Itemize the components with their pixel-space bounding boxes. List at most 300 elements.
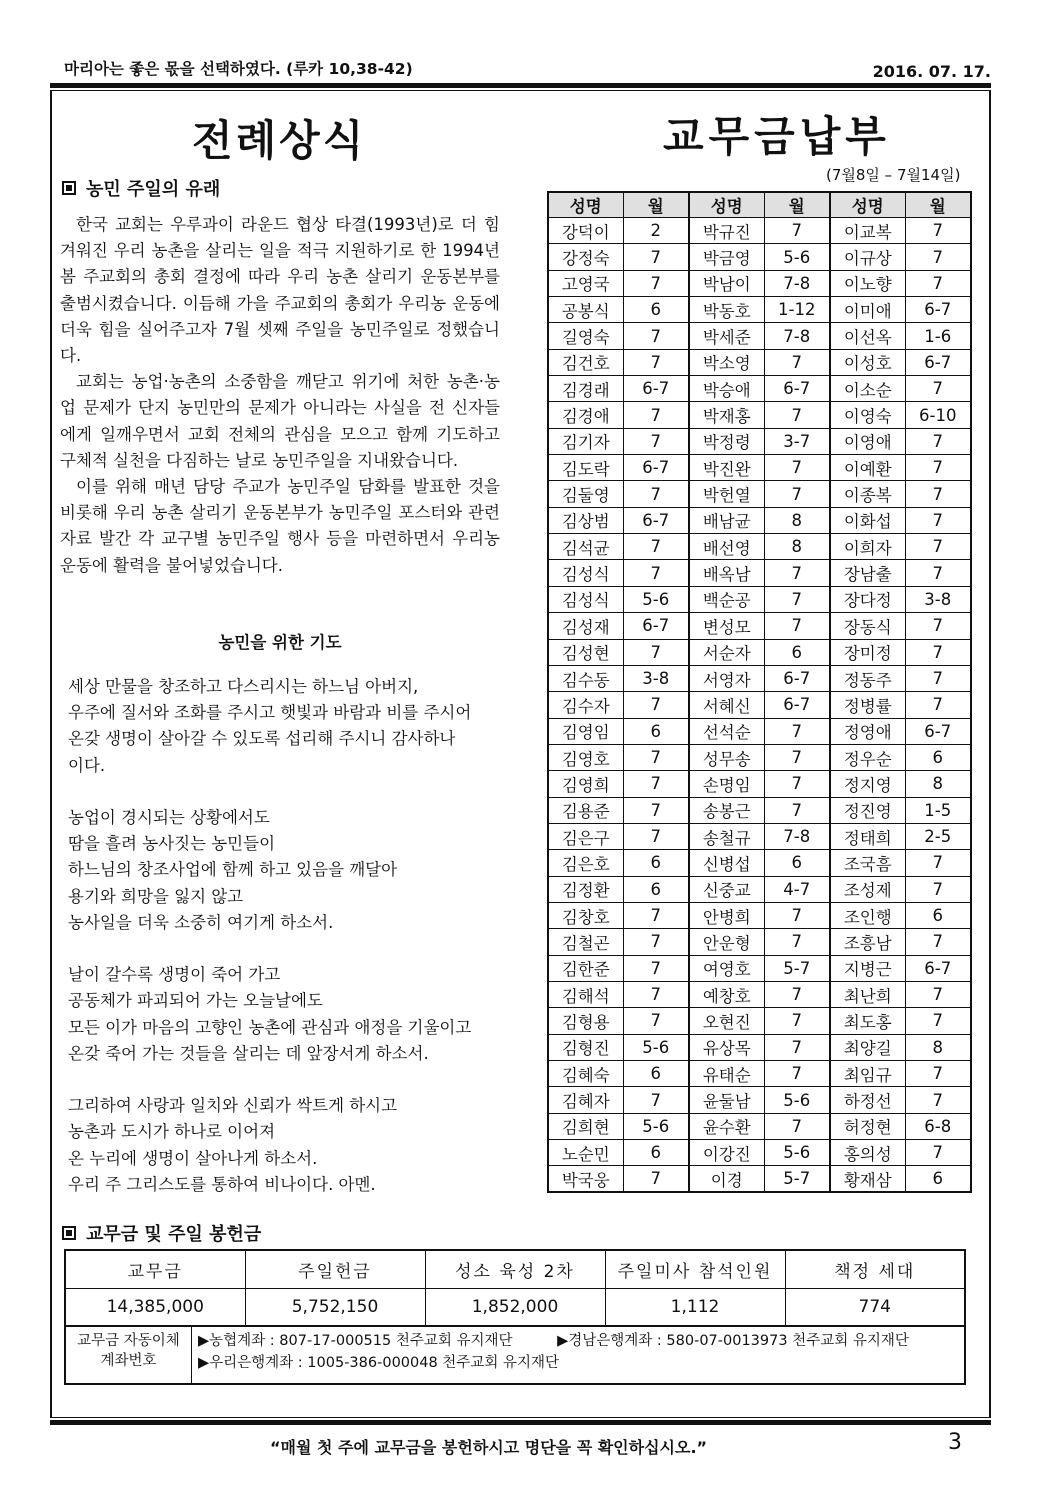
paid-month: 7 (764, 455, 830, 481)
paid-month: 5-7 (764, 955, 830, 981)
paid-month: 7 (905, 270, 971, 296)
table-row (548, 744, 971, 770)
account-kyongnam: ▶경남은행계좌 : 580-07-0013973 천주교회 유지재단 (557, 1333, 909, 1349)
member-name: 최임규 (830, 1061, 905, 1087)
member-name: 김건호 (548, 349, 623, 375)
paid-month: 6-8 (905, 1113, 971, 1139)
member-name: 이성호 (830, 349, 905, 375)
table-row (548, 244, 971, 270)
member-name: 신병섭 (689, 850, 764, 876)
prayer-line: 세상 만물을 창조하고 다스리시는 하느님 아버지, (68, 677, 419, 696)
paid-month: 1-12 (764, 297, 830, 323)
paid-month: 6-7 (905, 955, 971, 981)
paid-month: 7 (623, 428, 689, 454)
paid-month: 7 (623, 981, 689, 1007)
member-name: 김영희 (548, 771, 623, 797)
table-row (548, 613, 971, 639)
paid-month: 7 (905, 1008, 971, 1034)
paid-month: 7 (764, 771, 830, 797)
member-name: 김철곤 (548, 929, 623, 955)
paid-month: 7 (905, 1140, 971, 1166)
member-name: 정동주 (830, 665, 905, 691)
paid-month: 6 (905, 744, 971, 770)
paid-month: 2-5 (905, 823, 971, 849)
member-name: 이경 (689, 1166, 764, 1192)
dues-period: (7월8일 – 7월14일) (826, 166, 961, 184)
member-name: 박진완 (689, 455, 764, 481)
paid-month: 7 (905, 481, 971, 507)
paid-month: 7 (623, 323, 689, 349)
member-name: 김정환 (548, 876, 623, 902)
offering-value: 5,752,150 (245, 1288, 425, 1326)
paid-month: 7-8 (764, 323, 830, 349)
member-name: 김도락 (548, 455, 623, 481)
article-heading (62, 175, 220, 201)
paid-month: 7 (623, 270, 689, 296)
paid-month: 7 (764, 560, 830, 586)
offering-heading-text: 교무금 및 주일 봉헌금 (86, 1224, 262, 1245)
offering-header: 성소 육성 2차 (425, 1250, 605, 1288)
paid-month: 7 (905, 244, 971, 270)
member-name: 김성재 (548, 613, 623, 639)
paid-month: 6 (764, 639, 830, 665)
table-row (548, 376, 971, 402)
prayer-line: 온갖 생명이 살아갈 수 있도록 섭리해 주시니 감사하나 (68, 729, 456, 749)
prayer-stanza (68, 674, 508, 779)
offering-value-row (65, 1288, 965, 1326)
offering-header-row (65, 1250, 965, 1288)
paid-month: 6-7 (623, 455, 689, 481)
paid-month: 6-7 (905, 718, 971, 744)
account-nonghyup: ▶농협계좌 : 807-17-000515 천주교회 유지재단 (198, 1333, 513, 1349)
prayer-stanza (68, 805, 508, 936)
paid-month: 7 (764, 718, 830, 744)
member-name: 이희자 (830, 534, 905, 560)
paid-month: 7 (905, 692, 971, 718)
table-row (548, 1113, 971, 1139)
member-name: 정영애 (830, 718, 905, 744)
table-row (548, 349, 971, 375)
member-name: 조인행 (830, 902, 905, 928)
member-name: 이미애 (830, 297, 905, 323)
member-name: 최도홍 (830, 1008, 905, 1034)
article-paragraph: 교회는 농업·농촌의 소중함을 깨닫고 위기에 처한 농촌·농업 문제가 단지 농민만의 문제가 아니라는 사실을 전 신자들에게 일깨우면서 교회 전체의 관심을 모으고 함께 기도하고 구체적 실천을 다짐하는 날로 농민주일을 지내왔습니다. (60, 372, 500, 470)
member-name: 허정현 (830, 1113, 905, 1139)
paid-month: 6 (905, 1166, 971, 1192)
liturgy-title: 전례상식 (192, 116, 367, 165)
paid-month: 7 (905, 218, 971, 244)
member-name: 안병희 (689, 902, 764, 928)
member-name: 변성모 (689, 613, 764, 639)
prayer-line: 공동체가 파괴되어 가는 오늘날에도 (68, 991, 323, 1011)
paid-month: 3-8 (905, 586, 971, 612)
paid-month: 5-7 (764, 1166, 830, 1192)
account-woori: ▶우리은행계좌 : 1005-386-000048 천주교회 유지재단 (198, 1355, 559, 1371)
paid-month: 7 (764, 797, 830, 823)
member-name: 강정숙 (548, 244, 623, 270)
prayer-line: 하느님의 창조사업에 함께 하고 있음을 깨달아 (68, 860, 398, 880)
member-name: 최양길 (830, 1034, 905, 1060)
member-name: 김영임 (548, 718, 623, 744)
paid-month: 7 (623, 902, 689, 928)
paid-month: 8 (764, 534, 830, 560)
paid-month: 5-6 (623, 586, 689, 612)
table-row (548, 929, 971, 955)
table-row (548, 902, 971, 928)
paid-month: 7 (623, 349, 689, 375)
member-name: 김경래 (548, 376, 623, 402)
member-name: 윤수환 (689, 1113, 764, 1139)
member-name: 배옥남 (689, 560, 764, 586)
prayer-line: 땀을 흘려 농사짓는 농민들이 (68, 834, 276, 854)
member-name: 박재홍 (689, 402, 764, 428)
member-name: 정지영 (830, 771, 905, 797)
member-name: 이선옥 (830, 323, 905, 349)
member-name: 장미정 (830, 639, 905, 665)
member-name: 배선영 (689, 534, 764, 560)
paid-month: 8 (905, 1034, 971, 1060)
paid-month: 7 (764, 744, 830, 770)
member-name: 고영국 (548, 270, 623, 296)
paid-month: 7 (905, 455, 971, 481)
member-name: 조국흠 (830, 850, 905, 876)
member-name: 박정령 (689, 428, 764, 454)
page-number: 3 (948, 1430, 962, 1455)
member-name: 이소순 (830, 376, 905, 402)
paid-month: 7 (623, 1166, 689, 1192)
prayer-line: 날이 갈수록 생명이 죽어 가고 (68, 965, 281, 985)
member-name: 김한준 (548, 955, 623, 981)
table-row (548, 1008, 971, 1034)
paid-month: 5-6 (623, 1113, 689, 1139)
paid-month: 6 (623, 297, 689, 323)
table-row (548, 1034, 971, 1060)
table-row (548, 955, 971, 981)
member-name: 예창호 (689, 981, 764, 1007)
member-name: 김경애 (548, 402, 623, 428)
paid-month: 7 (905, 560, 971, 586)
member-name: 박국웅 (548, 1166, 623, 1192)
prayer-line: 용기와 희망을 잃지 않고 (68, 886, 244, 906)
table-row (548, 270, 971, 296)
member-name: 오현진 (689, 1008, 764, 1034)
dues-roster-table (547, 191, 972, 1193)
article-heading-text: 농민 주일의 유래 (86, 179, 221, 200)
member-name: 김형진 (548, 1034, 623, 1060)
paid-month: 6-7 (623, 376, 689, 402)
member-name: 김상범 (548, 507, 623, 533)
account-info (64, 1325, 966, 1385)
member-name: 손명임 (689, 771, 764, 797)
paid-month: 7 (623, 244, 689, 270)
prayer-title: 농민을 위한 기도 (218, 633, 342, 652)
member-name: 김둘영 (548, 481, 623, 507)
paid-month: 7-8 (764, 823, 830, 849)
member-name: 백순공 (689, 586, 764, 612)
paid-month: 7 (905, 929, 971, 955)
paid-month: 1-6 (905, 323, 971, 349)
member-name: 김창호 (548, 902, 623, 928)
prayer-line: 농촌과 도시가 하나로 이어져 (68, 1122, 276, 1142)
table-row (548, 402, 971, 428)
prayer-line: 그리하여 사랑과 일치와 신뢰가 싹트게 하시고 (68, 1096, 398, 1116)
paid-month: 7 (764, 613, 830, 639)
paid-month: 7 (764, 402, 830, 428)
article-body (60, 212, 500, 579)
paid-month: 7-8 (764, 270, 830, 296)
paid-month: 6 (623, 850, 689, 876)
member-name: 정태희 (830, 823, 905, 849)
paid-month: 7 (905, 428, 971, 454)
table-row (548, 692, 971, 718)
member-name: 홍의성 (830, 1140, 905, 1166)
table-row (548, 297, 971, 323)
paid-month: 6 (623, 876, 689, 902)
table-row (548, 481, 971, 507)
member-name: 최난희 (830, 981, 905, 1007)
account-label-line: 교무금 자동이체 (77, 1333, 180, 1349)
paid-month: 1-5 (905, 797, 971, 823)
member-name: 길영숙 (548, 323, 623, 349)
prayer-line: 이다. (68, 755, 106, 775)
offering-value: 14,385,000 (65, 1288, 245, 1326)
table-row (548, 981, 971, 1007)
member-name: 선석순 (689, 718, 764, 744)
paid-month: 7 (623, 639, 689, 665)
paid-month: 6-7 (623, 613, 689, 639)
offering-value: 1,852,000 (425, 1288, 605, 1326)
prayer-line: 농사일을 더욱 소중히 여기게 하소서. (68, 912, 334, 932)
table-row (548, 560, 971, 586)
member-name: 이규상 (830, 244, 905, 270)
member-name: 박동호 (689, 297, 764, 323)
member-name: 박소영 (689, 349, 764, 375)
member-name: 이영애 (830, 428, 905, 454)
paid-month: 7 (623, 797, 689, 823)
paid-month: 7 (764, 349, 830, 375)
member-name: 박남이 (689, 270, 764, 296)
table-row (548, 428, 971, 454)
member-name: 정진영 (830, 797, 905, 823)
member-name: 김수동 (548, 665, 623, 691)
prayer-body (68, 674, 508, 1224)
table-row (548, 1061, 971, 1087)
paid-month: 7 (905, 665, 971, 691)
col-month: 월 (623, 192, 689, 218)
member-name: 김용준 (548, 797, 623, 823)
member-name: 김성식 (548, 586, 623, 612)
paid-month: 6-7 (905, 297, 971, 323)
paid-month: 7 (623, 744, 689, 770)
paid-month: 6-7 (623, 507, 689, 533)
member-name: 김혜숙 (548, 1061, 623, 1087)
member-name: 노순민 (548, 1140, 623, 1166)
paid-month: 7 (905, 376, 971, 402)
member-name: 박세준 (689, 323, 764, 349)
paid-month: 7 (905, 534, 971, 560)
paid-month: 7 (905, 507, 971, 533)
member-name: 서혜신 (689, 692, 764, 718)
member-name: 박규진 (689, 218, 764, 244)
table-row (548, 586, 971, 612)
member-name: 이화섭 (830, 507, 905, 533)
paid-month: 8 (764, 507, 830, 533)
table-row (548, 823, 971, 849)
paid-month: 7 (623, 560, 689, 586)
bottom-rule-thin (50, 1417, 991, 1418)
member-name: 정우순 (830, 744, 905, 770)
paid-month: 7 (905, 613, 971, 639)
member-name: 김기자 (548, 428, 623, 454)
paid-month: 7 (623, 823, 689, 849)
prayer-line: 온 누리에 생명이 살아나게 하소서. (68, 1148, 318, 1168)
offering-header: 주일미사 참석인원 (605, 1250, 785, 1288)
col-name: 성명 (548, 192, 623, 218)
member-name: 안운형 (689, 929, 764, 955)
member-name: 유태순 (689, 1061, 764, 1087)
prayer-line: 모든 이가 마음의 고향인 농촌에 관심과 애정을 기울이고 (68, 1017, 472, 1037)
paid-month: 7 (764, 1008, 830, 1034)
paid-month: 4-7 (764, 876, 830, 902)
paid-month: 7 (764, 481, 830, 507)
col-name: 성명 (830, 192, 905, 218)
member-name: 김해석 (548, 981, 623, 1007)
top-rule (50, 83, 991, 88)
roster-header-row (548, 192, 971, 218)
table-row (548, 507, 971, 533)
member-name: 황재삼 (830, 1166, 905, 1192)
member-name: 박헌열 (689, 481, 764, 507)
table-row (548, 323, 971, 349)
member-name: 박금영 (689, 244, 764, 270)
paid-month: 2 (623, 218, 689, 244)
prayer-line: 온갖 죽어 가는 것들을 살리는 데 앞장서게 하소서. (68, 1043, 429, 1063)
paid-month: 3-8 (623, 665, 689, 691)
paid-month: 7 (623, 481, 689, 507)
account-list (192, 1325, 949, 1383)
member-name: 공봉식 (548, 297, 623, 323)
member-name: 장남출 (830, 560, 905, 586)
article-paragraph: 한국 교회는 우루과이 라운드 협상 타결(1993년)로 더 힘겨워진 우리 농촌을 살리는 일을 적극 지원하기로 한 1994년 봄 주교회의 총회 결정에 따라 우리 농촌 살리기 운동본부를 출범시켰습니다. 이듬해 가을 주교회의 총회가 우리농 운동에 더욱 힘을 실어주고자 7월 셋째 주일을 농민주일로 정했습니다. (60, 215, 500, 366)
header-date: 2016. 07. 17. (872, 62, 991, 81)
prayer-line: 농업이 경시되는 상황에서도 (68, 808, 270, 827)
member-name: 이영숙 (830, 402, 905, 428)
offering-header: 책정 세대 (785, 1250, 965, 1288)
paid-month: 7 (764, 929, 830, 955)
paid-month: 6-7 (764, 665, 830, 691)
col-month: 월 (905, 192, 971, 218)
prayer-line: 우리 주 그리스도를 통하여 비나이다. 아멘. (68, 1174, 376, 1194)
prayer-stanza (68, 1093, 508, 1198)
col-name: 성명 (689, 192, 764, 218)
table-row (548, 850, 971, 876)
member-name: 이노향 (830, 270, 905, 296)
table-row (548, 1166, 971, 1192)
member-name: 서영자 (689, 665, 764, 691)
paid-month: 6-10 (905, 402, 971, 428)
table-row (548, 771, 971, 797)
article-paragraph: 이를 위해 매년 담당 주교가 농민주일 담화를 발표한 것을 비롯해 우리 농촌 살리기 운동본부가 농민주일 포스터와 관련 자료 발간 각 교구별 농민주일 행사 등을 마련하면서 우리농 운동에 활력을 불어넣었습니다. (60, 477, 500, 575)
paid-month: 6 (764, 850, 830, 876)
table-row (548, 218, 971, 244)
paid-month: 6 (623, 1061, 689, 1087)
member-name: 이교복 (830, 218, 905, 244)
account-label-line: 계좌번호 (100, 1353, 157, 1369)
member-name: 유상목 (689, 1034, 764, 1060)
member-name: 하정선 (830, 1087, 905, 1113)
footer-message: “매월 첫 주에 교무금을 봉헌하시고 명단을 꼭 확인하십시오.” (270, 1438, 708, 1457)
member-name: 성무송 (689, 744, 764, 770)
member-name: 신중교 (689, 876, 764, 902)
paid-month: 7 (905, 1061, 971, 1087)
paid-month: 6 (623, 718, 689, 744)
paid-month: 7 (623, 955, 689, 981)
member-name: 조흥남 (830, 929, 905, 955)
member-name: 송철규 (689, 823, 764, 849)
bottom-rule (50, 1420, 991, 1425)
table-row (548, 1087, 971, 1113)
member-name: 이강진 (689, 1140, 764, 1166)
member-name: 김형용 (548, 1008, 623, 1034)
paid-month: 7 (623, 534, 689, 560)
paid-month: 7 (764, 1034, 830, 1060)
paid-month: 6 (623, 1140, 689, 1166)
member-name: 김희현 (548, 1113, 623, 1139)
offering-header: 주일헌금 (245, 1250, 425, 1288)
table-row (548, 718, 971, 744)
member-name: 김성식 (548, 560, 623, 586)
paid-month: 7 (905, 850, 971, 876)
header-verse: 마리아는 좋은 몫을 선택하였다. (루카 10,38-42) (64, 60, 413, 78)
paid-month: 7 (764, 218, 830, 244)
paid-month: 6-7 (905, 349, 971, 375)
member-name: 정병률 (830, 692, 905, 718)
paid-month: 6 (905, 902, 971, 928)
member-name: 송봉근 (689, 797, 764, 823)
paid-month: 8 (905, 771, 971, 797)
paid-month: 6-7 (764, 376, 830, 402)
member-name: 김은호 (548, 850, 623, 876)
square-bullet-icon (62, 1226, 76, 1240)
member-name: 강덕이 (548, 218, 623, 244)
member-name: 김석균 (548, 534, 623, 560)
col-month: 월 (764, 192, 830, 218)
member-name: 김혜자 (548, 1087, 623, 1113)
member-name: 장동식 (830, 613, 905, 639)
member-name: 박승애 (689, 376, 764, 402)
member-name: 김은구 (548, 823, 623, 849)
paid-month: 5-6 (623, 1034, 689, 1060)
member-name: 여영호 (689, 955, 764, 981)
member-name: 이예환 (830, 455, 905, 481)
paid-month: 7 (905, 639, 971, 665)
table-row (548, 797, 971, 823)
paid-month: 7 (905, 1087, 971, 1113)
offering-heading (62, 1220, 261, 1246)
paid-month: 7 (764, 902, 830, 928)
member-name: 김수자 (548, 692, 623, 718)
offering-value: 774 (785, 1288, 965, 1326)
table-row (548, 876, 971, 902)
table-row (548, 665, 971, 691)
offering-table (64, 1249, 966, 1327)
paid-month: 7 (764, 1061, 830, 1087)
dues-title: 교무금납부 (663, 112, 891, 161)
paid-month: 7 (905, 981, 971, 1007)
member-name: 지병근 (830, 955, 905, 981)
prayer-line: 우주에 질서와 조화를 주시고 햇빛과 바람과 비를 주시어 (68, 703, 472, 723)
paid-month: 7 (764, 981, 830, 1007)
